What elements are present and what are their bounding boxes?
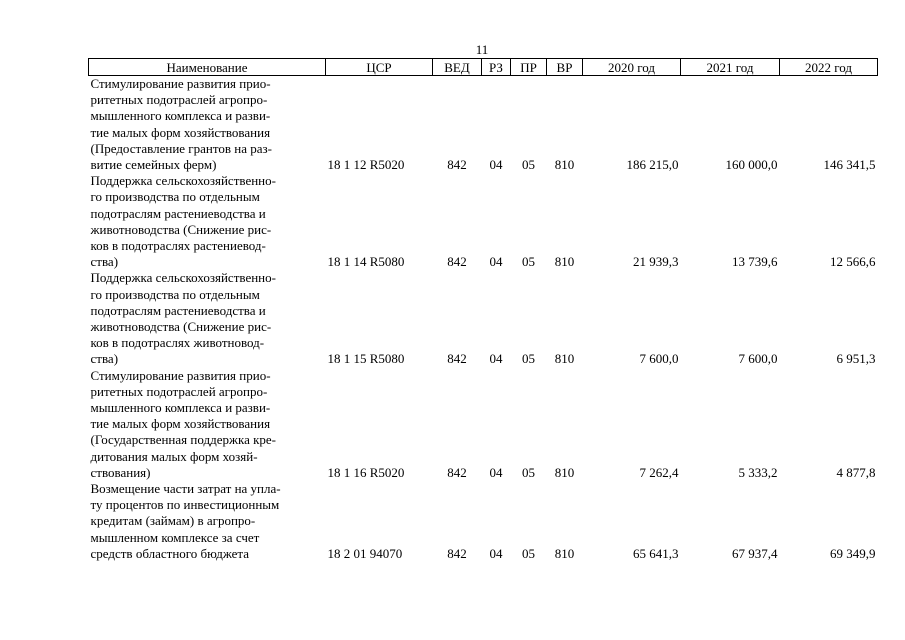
row-2021: 13 739,6 xyxy=(732,254,778,270)
row-2020: 186 215,0 xyxy=(626,157,679,173)
table-row xyxy=(89,76,878,174)
row-pr: 05 xyxy=(522,351,535,367)
row-vr: 810 xyxy=(554,464,575,480)
row-ved: 842 xyxy=(447,464,467,480)
row-2022: 6 951,3 xyxy=(836,351,876,367)
row-csr: 18 1 12 R5020 xyxy=(327,157,405,173)
row-ved: 842 xyxy=(447,545,467,561)
row-vr: 810 xyxy=(554,157,575,173)
header-vr: ВР xyxy=(547,59,583,76)
row-csr: 18 2 01 94070 xyxy=(327,545,403,561)
row-2022: 12 566,6 xyxy=(830,254,876,270)
row-2021: 5 333,2 xyxy=(738,464,778,480)
row-vr: 810 xyxy=(554,254,575,270)
header-name: Наименование xyxy=(89,59,326,76)
row-rz: 04 xyxy=(489,545,503,561)
row-2020: 7 262,4 xyxy=(639,464,679,480)
table-row xyxy=(89,368,878,481)
header-csr: ЦСР xyxy=(326,59,433,76)
row-2021: 160 000,0 xyxy=(725,157,778,173)
row-2022: 4 877,8 xyxy=(836,464,876,480)
row-2022: 69 349,9 xyxy=(830,545,876,561)
row-ved: 842 xyxy=(447,351,467,367)
row-csr: 18 1 15 R5080 xyxy=(327,351,405,367)
header-2022: 2022 год xyxy=(780,59,878,76)
row-vr: 810 xyxy=(554,351,575,367)
table-row xyxy=(89,481,878,562)
row-vr: 810 xyxy=(554,545,575,561)
header-row xyxy=(89,59,878,76)
row-2020: 65 641,3 xyxy=(633,545,679,561)
row-name-text: Стимулирование развития прио- ритетных подотраслей агропро- мышленного комплекса и разви- тие малых форм хозяйствования (Государственная поддержка кре- дитования малых форм хозяй- ствования) xyxy=(90,367,277,480)
row-2021: 67 937,4 xyxy=(732,545,778,561)
row-rz: 04 xyxy=(489,157,503,173)
header-2020: 2020 год xyxy=(583,59,681,76)
row-rz: 04 xyxy=(489,254,503,270)
header-pr: ПР xyxy=(511,59,547,76)
row-name-text: Поддержка сельскохозяйственно- го производства по отдельным подотраслям растениеводства и животноводства (Снижение рис- ков в подотраслях животновод- ства) xyxy=(90,270,276,367)
row-pr: 05 xyxy=(522,254,535,270)
row-rz: 04 xyxy=(489,464,503,480)
row-name-text: Возмещение части затрат на упла- ту процентов по инвестиционным кредитам (займам) в агропро- мышленном комплексе за счет средств областного бюджета xyxy=(90,481,281,561)
header-ved: ВЕД xyxy=(433,59,482,76)
row-2022: 146 341,5 xyxy=(823,157,876,173)
row-pr: 05 xyxy=(522,157,535,173)
row-name xyxy=(89,76,326,174)
row-name-text: Стимулирование развития прио- ритетных подотраслей агропро- мышленного комплекса и разви- тие малых форм хозяйствования (Предоставление грантов на раз- витие семейных ферм) xyxy=(90,76,272,173)
table-row xyxy=(89,173,878,270)
row-rz: 04 xyxy=(489,351,503,367)
budget-table xyxy=(88,58,878,562)
table-row xyxy=(89,270,878,367)
row-name xyxy=(89,368,326,481)
row-name xyxy=(89,173,326,270)
row-csr: 18 1 14 R5080 xyxy=(327,254,405,270)
row-2021: 7 600,0 xyxy=(738,351,778,367)
row-2020: 7 600,0 xyxy=(639,351,679,367)
row-ved: 842 xyxy=(447,157,467,173)
row-name-text: Поддержка сельскохозяйственно- го производства по отдельным подотраслям растениеводства и животноводства (Снижение рис- ков в подотраслях растениевод- ства) xyxy=(90,173,276,270)
row-csr: 18 1 16 R5020 xyxy=(327,464,405,480)
page-number: 11 xyxy=(475,42,489,57)
row-2020: 21 939,3 xyxy=(633,254,679,270)
header-2021: 2021 год xyxy=(681,59,780,76)
row-ved: 842 xyxy=(447,254,467,270)
row-pr: 05 xyxy=(522,545,535,561)
row-name xyxy=(89,481,326,562)
header-rz: РЗ xyxy=(482,59,511,76)
row-pr: 05 xyxy=(522,464,535,480)
row-name xyxy=(89,270,326,367)
